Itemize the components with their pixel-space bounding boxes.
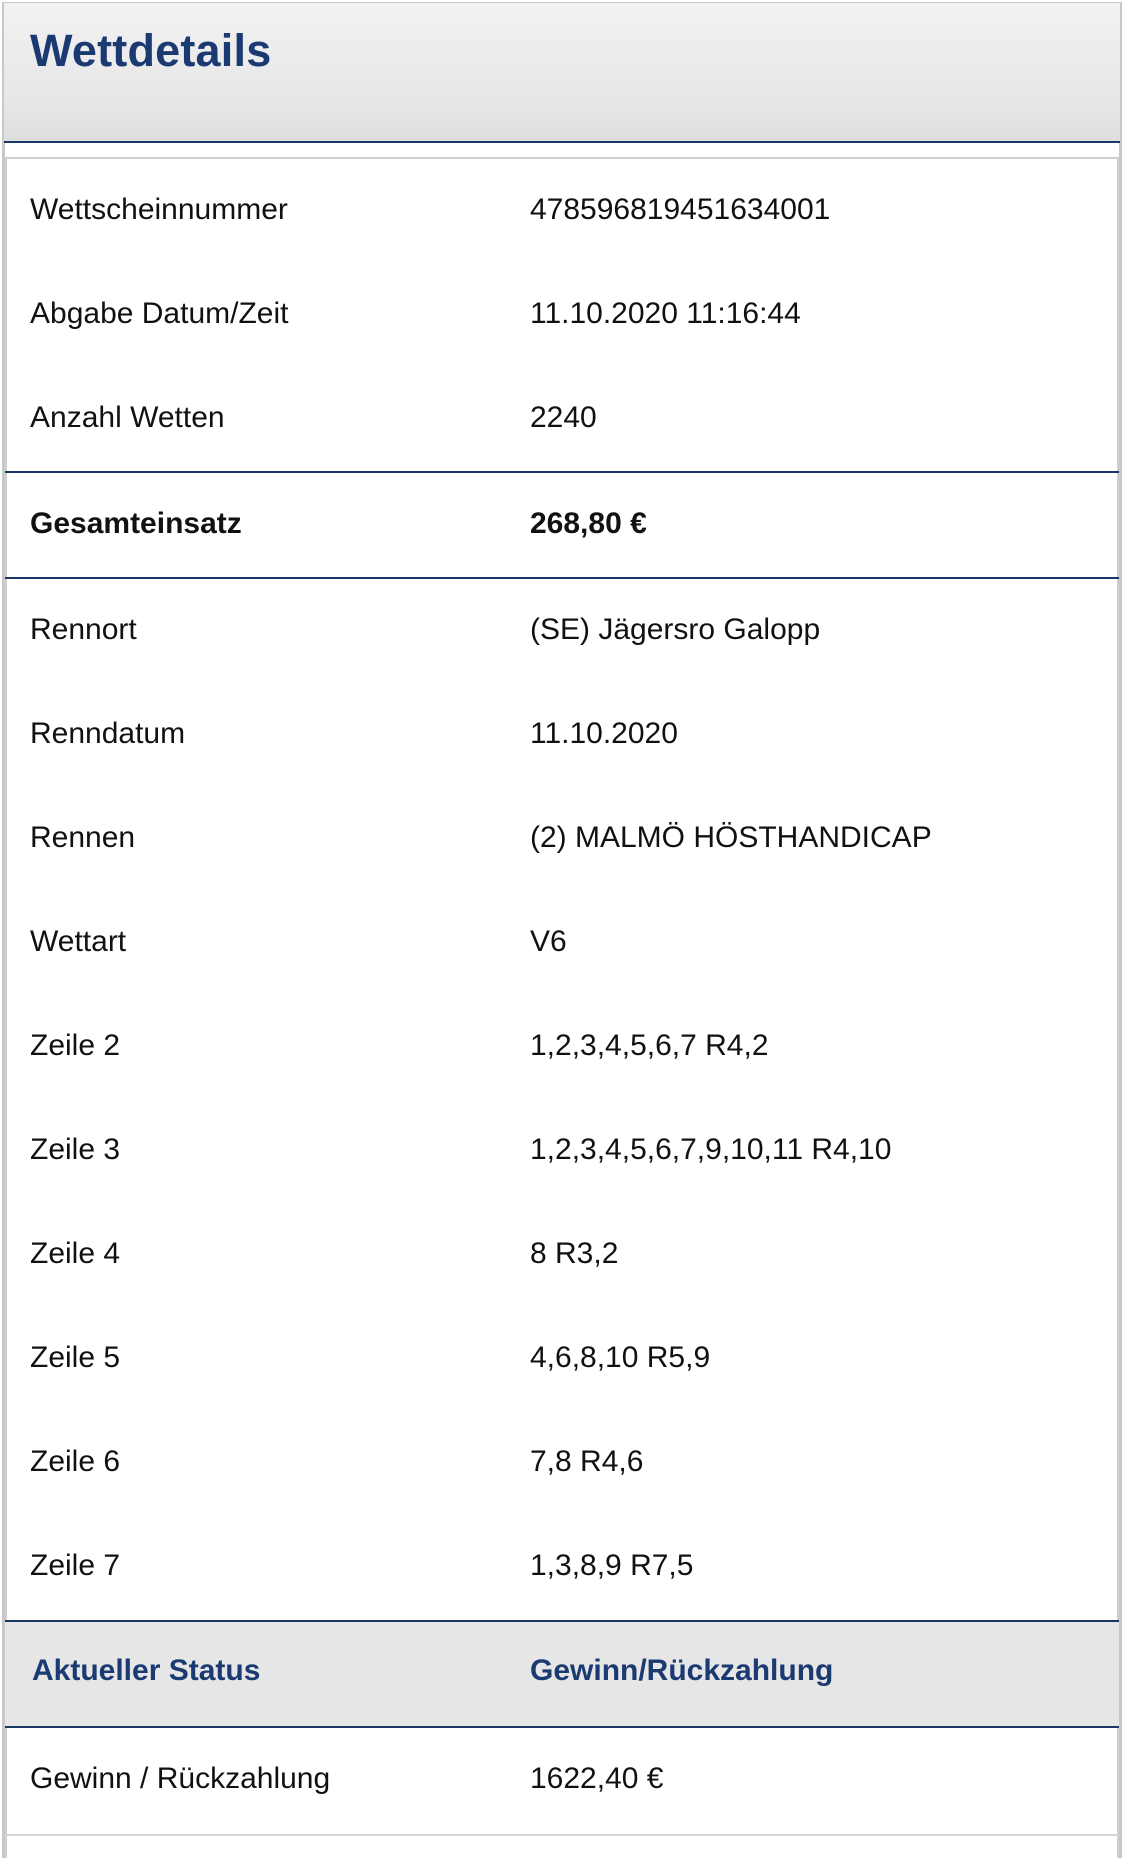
detail-row-line-4: [5, 1237, 1119, 1270]
detail-label: Renndatum: [30, 717, 186, 750]
detail-value: 8 R3,2: [530, 1237, 619, 1270]
detail-value: 1,2,3,4,5,6,7 R4,2: [530, 1029, 769, 1062]
detail-label: Zeile 7: [30, 1549, 121, 1582]
detail-value: 1,3,8,9 R7,5: [530, 1549, 694, 1582]
detail-value: 1,2,3,4,5,6,7,9,10,11 R4,10: [530, 1133, 892, 1166]
payout-label: Gewinn / Rückzahlung: [30, 1762, 331, 1795]
divider: [5, 577, 1119, 579]
status-header-value: Gewinn/Rückzahlung: [530, 1654, 834, 1687]
detail-row-line-7: [5, 1549, 1119, 1582]
detail-row-race: [5, 821, 1119, 854]
detail-value: 4,6,8,10 R5,9: [530, 1341, 711, 1374]
detail-label: Anzahl Wetten: [30, 401, 225, 434]
detail-label: Zeile 4: [30, 1237, 121, 1270]
detail-value: (2) MALMÖ HÖSTHANDICAP: [530, 821, 932, 854]
table-bottom-border: [5, 1834, 1119, 1836]
detail-row-line-3: [5, 1133, 1119, 1166]
detail-value: 478596819451634001: [530, 193, 831, 226]
detail-label: Zeile 3: [30, 1133, 121, 1166]
status-header-label: Aktueller Status: [32, 1654, 261, 1687]
detail-value: 2240: [530, 401, 597, 434]
total-stake-label: Gesamteinsatz: [30, 507, 242, 540]
detail-label: Wettart: [30, 925, 127, 958]
detail-value: (SE) Jägersro Galopp: [530, 613, 821, 646]
detail-label: Zeile 6: [30, 1445, 121, 1478]
detail-row-ticket-number: [5, 193, 1119, 226]
detail-row-submission-time: [5, 297, 1119, 330]
detail-value: 7,8 R4,6: [530, 1445, 644, 1478]
status-header: [5, 1622, 1119, 1726]
detail-row-line-5: [5, 1341, 1119, 1374]
detail-value: 11.10.2020 11:16:44: [530, 297, 801, 330]
divider: [5, 1726, 1119, 1728]
detail-value: 11.10.2020: [530, 717, 678, 750]
detail-label: Wettscheinnummer: [30, 193, 288, 226]
page-header: [4, 3, 1120, 143]
detail-row-bet-type: [5, 925, 1119, 958]
detail-row-bet-count: [5, 401, 1119, 434]
payout-row: [5, 1762, 1119, 1795]
detail-label: Rennen: [30, 821, 136, 854]
total-stake-row: [5, 507, 1119, 540]
detail-row-race-date: [5, 717, 1119, 750]
detail-label: Rennort: [30, 613, 137, 646]
detail-label: Zeile 5: [30, 1341, 121, 1374]
page-title: Wettdetails: [30, 25, 272, 76]
detail-row-line-2: [5, 1029, 1119, 1062]
detail-row-line-6: [5, 1445, 1119, 1478]
total-stake-value: 268,80 €: [530, 507, 647, 540]
detail-label: Abgabe Datum/Zeit: [30, 297, 289, 330]
detail-label: Zeile 2: [30, 1029, 121, 1062]
detail-value: V6: [530, 925, 567, 958]
detail-row-venue: [5, 613, 1119, 646]
divider: [5, 471, 1119, 473]
payout-value: 1622,40 €: [530, 1762, 664, 1795]
